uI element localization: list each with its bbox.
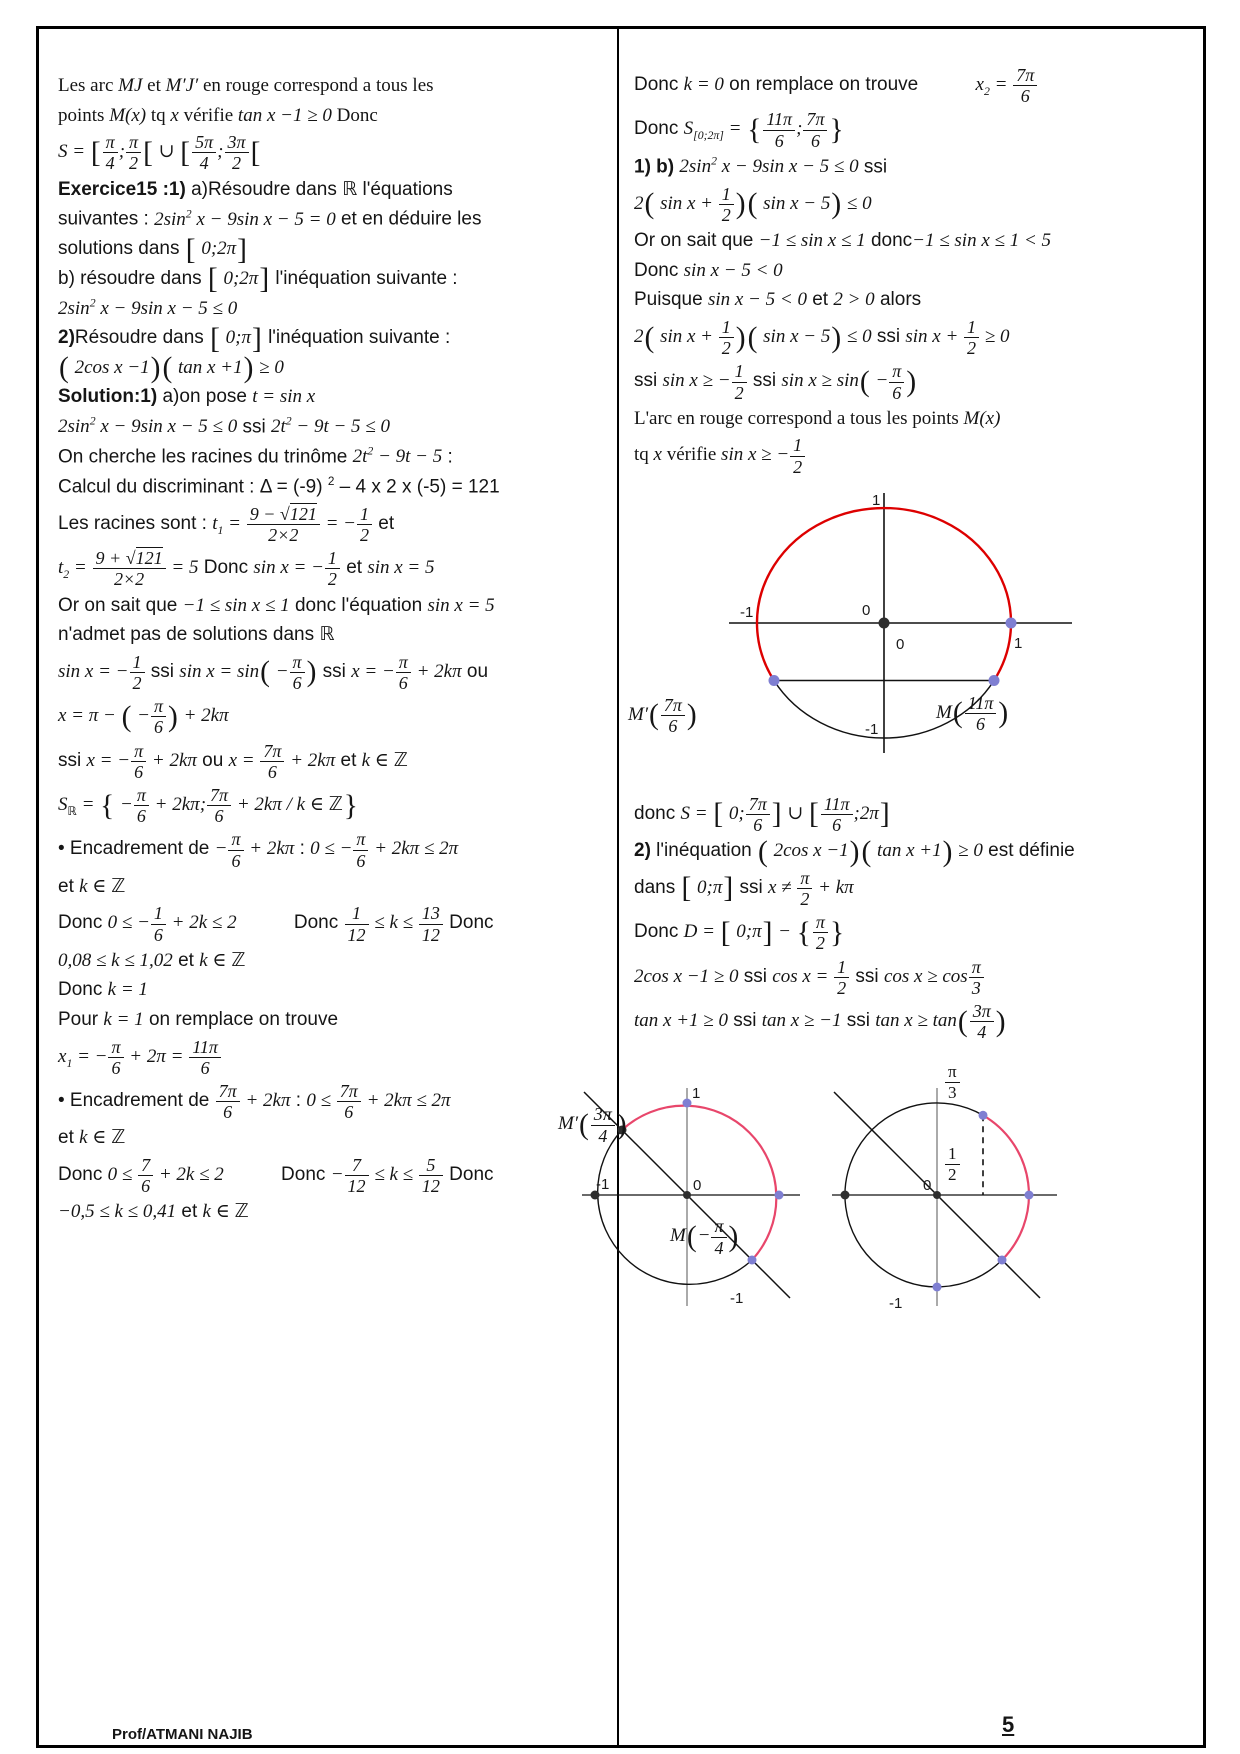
black-arc-a bbox=[598, 1130, 752, 1284]
unit-circle-svg-main bbox=[634, 483, 1174, 783]
text-line: solutions dans [ 0;2π] bbox=[58, 233, 247, 266]
unit-circles-svg-bottom bbox=[592, 1060, 1132, 1332]
label-origin-a: 0 bbox=[693, 1177, 702, 1195]
text-line: 2)Résoudre dans [ 0;π] l'inéquation suivante : bbox=[58, 322, 451, 355]
text-line: ssi x = − $\frac{\pi}{6}$ + 2kπ ou x = $\frac{7\pi}{6}$ + 2kπ et k ∈ ℤ bbox=[58, 740, 408, 782]
text-line: Donc 0 ≤ − $\frac{1}{6}$ + 2k ≤ 2 Donc $\frac{1}{12}$ ≤ k ≤ $\frac{13}{12}$ Donc bbox=[58, 903, 494, 945]
text-line: sin x = − $\frac{1}{2}$ ssi sin x = sin( − $\frac{\pi}{6}$ ) ssi x = − $\frac{\pi}{6}$ + 2kπ ou bbox=[58, 651, 489, 693]
text-line: et k ∈ ℤ bbox=[58, 1127, 126, 1149]
text-line: Calcul du discriminant : Δ = (-9) $^2$ – 4 x 2 x (-5) = 121 bbox=[58, 474, 500, 498]
axis-label-left-minus1: -1 bbox=[740, 603, 754, 621]
text-line: x = π − ( − $\frac{\pi}{6}$ ) + 2kπ bbox=[58, 696, 229, 738]
text-line: $t_2$ = $\frac{9 + √121}{2\times 2}$ = 5 Donc sin x = − $\frac{1}{2}$ et sin x = 5 bbox=[58, 548, 435, 590]
text-line: Solution:1) a)on pose t = sin x bbox=[58, 386, 316, 408]
point-pi3-dot bbox=[979, 1111, 988, 1120]
label-left-minus1-a: -1 bbox=[596, 1176, 610, 1194]
origin-dot-a bbox=[683, 1191, 691, 1199]
column-divider bbox=[617, 26, 619, 1748]
right-column bbox=[558, 62, 1184, 1334]
text-line: Donc 0 ≤ $\frac{7}{6}$ + 2k ≤ 2 Donc − $\frac{7}{12}$ ≤ k ≤ $\frac{5}{12}$ Donc bbox=[58, 1154, 494, 1197]
text-line: tan x +1 ≥ 0 ssi tan x ≥ −1 ssi tan x ≥ tan( $\frac{3\pi}{4}$ ) bbox=[634, 1000, 1006, 1043]
axis-label-bottom-minus1: -1 bbox=[865, 720, 879, 738]
text-line: points M(x) tq x vérifie tan x −1 ≥ 0 Donc bbox=[58, 104, 378, 126]
label-top-1-a: 1 bbox=[692, 1085, 701, 1103]
origin-dot bbox=[879, 617, 890, 628]
author-credit: Prof/ATMANI NAJIB bbox=[112, 1726, 253, 1743]
point-right-dot-a bbox=[775, 1191, 784, 1200]
label-bottom-minus1-b: -1 bbox=[889, 1295, 903, 1313]
page-number: 5 bbox=[1002, 1712, 1015, 1737]
point-minus-pi4-dot-b bbox=[998, 1256, 1007, 1265]
label-bottom-minus1-a: -1 bbox=[730, 1290, 744, 1308]
text-line: $S_ℝ$ = { − $\frac{\pi}{6}$ + 2kπ; $\frac{7\pi}{6}$ + 2kπ / k ∈ ℤ} bbox=[58, 784, 358, 827]
text-line: L'arc en rouge correspond a tous les points M(x) bbox=[634, 407, 1001, 429]
point-left-dot-b bbox=[841, 1191, 850, 1200]
text-line: n'admet pas de solutions dans ℝ bbox=[58, 624, 335, 646]
text-line: $2\sin^2$ x − 9sin x − 5 ≤ 0 bbox=[58, 296, 238, 319]
text-line: 2) l'inéquation ( 2cos x −1)( tan x +1) ≥ 0 est définie bbox=[634, 835, 1075, 868]
label-origin-b: 0 bbox=[923, 1177, 932, 1195]
text-line: Donc $S_{[0;2\pi]}$ = { $\frac{11\pi}{6}$ ; $\frac{7\pi}{6}$ } bbox=[634, 109, 844, 151]
point-top-dot-a bbox=[683, 1099, 692, 1108]
text-line: • Encadrement de − $\frac{\pi}{6}$ + 2kπ : 0 ≤ − $\frac{\pi}{6}$ + 2kπ ≤ 2π bbox=[58, 829, 459, 871]
label-m-minus-pi-4: M(− $\frac{\pi}{4}$ ) bbox=[670, 1216, 739, 1258]
text-line: 2( sin x + $\frac{1}{2}$ )( sin x − 5) ≤ 0 ssi sin x + $\frac{1}{2}$ ≥ 0 bbox=[634, 316, 1010, 359]
left-column bbox=[58, 70, 566, 1229]
text-line: tq x vérifie sin x ≥ − $\frac{1}{2}$ bbox=[634, 435, 1184, 476]
text-line: donc S = [ 0; $\frac{7\pi}{6}$ ] ∪ [ $\frac{11\pi}{6}$ ;2π] bbox=[634, 793, 890, 835]
text-line: On cherche les racines du trinôme $2t^2 - 9t - 5$ : bbox=[58, 444, 453, 468]
text-line: Les arc MJ et M′J′ en rouge correspond a tous les bbox=[58, 75, 434, 96]
right-column-mid bbox=[634, 794, 1184, 1043]
label-pi-over-3: $\frac{\pi}{3}$ bbox=[944, 1062, 961, 1101]
text-line: Donc D = [ 0;π] − { $\frac{\pi}{2}$ } bbox=[634, 912, 845, 954]
origin-label-0: 0 bbox=[862, 601, 871, 619]
point-m-dot bbox=[989, 675, 1000, 686]
axis-label-right-1: 1 bbox=[1014, 634, 1023, 652]
text-line: Les racines sont : $t_1$ = $\frac{9 - √121}{2\times 2}$ = − $\frac{1}{2}$ et bbox=[58, 503, 395, 545]
text-line: Or on sait que −1 ≤ sin x ≤ 1 donc−1 ≤ sin x ≤ 1 < 5 bbox=[634, 230, 1052, 252]
text-line: $x_1$ = − $\frac{\pi}{6}$ + 2π = $\frac{11\pi}{6}$ bbox=[58, 1037, 566, 1078]
text-line: −0,5 ≤ k ≤ 0,41 et k ∈ ℤ bbox=[58, 1201, 249, 1223]
text-line: ( 2cos x −1)( tan x +1) ≥ 0 bbox=[59, 352, 284, 385]
text-line: Donc k = 0 on remplace on trouve $x_2$ = $\frac{7\pi}{6}$ bbox=[634, 65, 1184, 106]
label-m-11pi-6: M( $\frac{11\pi}{6}$ ) bbox=[936, 692, 1009, 734]
text-line: 2( sin x + $\frac{1}{2}$ )( sin x − 5) ≤ 0 bbox=[634, 183, 872, 225]
text-line: et k ∈ ℤ bbox=[58, 875, 126, 897]
text-line: 0,08 ≤ k ≤ 1,02 et k ∈ ℤ bbox=[58, 949, 246, 971]
text-line: 2cos x −1 ≥ 0 ssi cos x = $\frac{1}{2}$ ssi cos x ≥ cos $\frac{\pi}{3}$ bbox=[634, 957, 1184, 998]
text-line: ssi sin x ≥ − $\frac{1}{2}$ ssi sin x ≥ sin( − $\frac{\pi}{6}$ ) bbox=[634, 361, 917, 403]
point-bottom-dot-b bbox=[933, 1283, 942, 1292]
text-line: 1) b) $2\sin^2$ x − 9sin x − 5 ≤ 0 ssi bbox=[634, 154, 888, 178]
origin-label-0b: 0 bbox=[896, 635, 905, 653]
text-line: Exercice15 :1) a)Résoudre dans ℝ l'équations bbox=[58, 178, 453, 200]
axis-label-top-1: 1 bbox=[872, 491, 881, 509]
text-line: Pour k = 1 on remplace on trouve bbox=[58, 1008, 339, 1030]
text-line: Donc sin x − 5 < 0 bbox=[634, 259, 783, 281]
text-line: b) résoudre dans [ 0;2π] l'inéquation suivante : bbox=[58, 263, 458, 296]
point-right-dot-b bbox=[1025, 1191, 1034, 1200]
text-line: suivantes : $2\sin^2$ x − 9sin x − 5 = 0 et en déduire les bbox=[58, 207, 482, 230]
label-m-prime-3pi-4: M′( $\frac{3\pi}{4}$ ) bbox=[558, 1104, 627, 1146]
text-line: Donc k = 1 bbox=[58, 979, 148, 1001]
label-m-prime-7pi-6: M′( $\frac{7\pi}{6}$ ) bbox=[628, 694, 697, 736]
point-1-0-dot bbox=[1006, 617, 1017, 628]
figure-unit-circles-bottom bbox=[558, 1060, 1184, 1334]
text-line: Puisque sin x − 5 < 0 et 2 > 0 alors bbox=[634, 289, 922, 311]
figure-unit-circle-main bbox=[628, 483, 1184, 791]
text-line: S = [ $\frac{\pi}{4}$ ; $\frac{\pi}{2}$ [ ∪ [ $\frac{5\pi}{4}$ ; $\frac{3\pi}{2}$ [ bbox=[58, 132, 261, 174]
point-minus-pi4-dot bbox=[748, 1256, 757, 1265]
text-line: $2\sin^2$ x − 9sin x − 5 ≤ 0 ssi $2t^2 - 9t - 5 \le 0$ bbox=[58, 415, 390, 438]
point-m-prime-dot bbox=[769, 675, 780, 686]
label-one-half: $\frac{1}{2}$ bbox=[944, 1144, 961, 1183]
text-line: dans [ 0;π] ssi x ≠ $\frac{\pi}{2}$ + kπ bbox=[634, 867, 854, 909]
text-line: • Encadrement de $\frac{7\pi}{6}$ + 2kπ : 0 ≤ $\frac{7\pi}{6}$ + 2kπ ≤ 2π bbox=[58, 1080, 451, 1123]
red-solution-arc-b bbox=[983, 1116, 1029, 1261]
text-line: Or on sait que −1 ≤ sin x ≤ 1 donc l'équation sin x = 5 bbox=[58, 594, 495, 616]
origin-dot-b bbox=[933, 1191, 941, 1199]
right-column-top bbox=[634, 65, 1184, 477]
